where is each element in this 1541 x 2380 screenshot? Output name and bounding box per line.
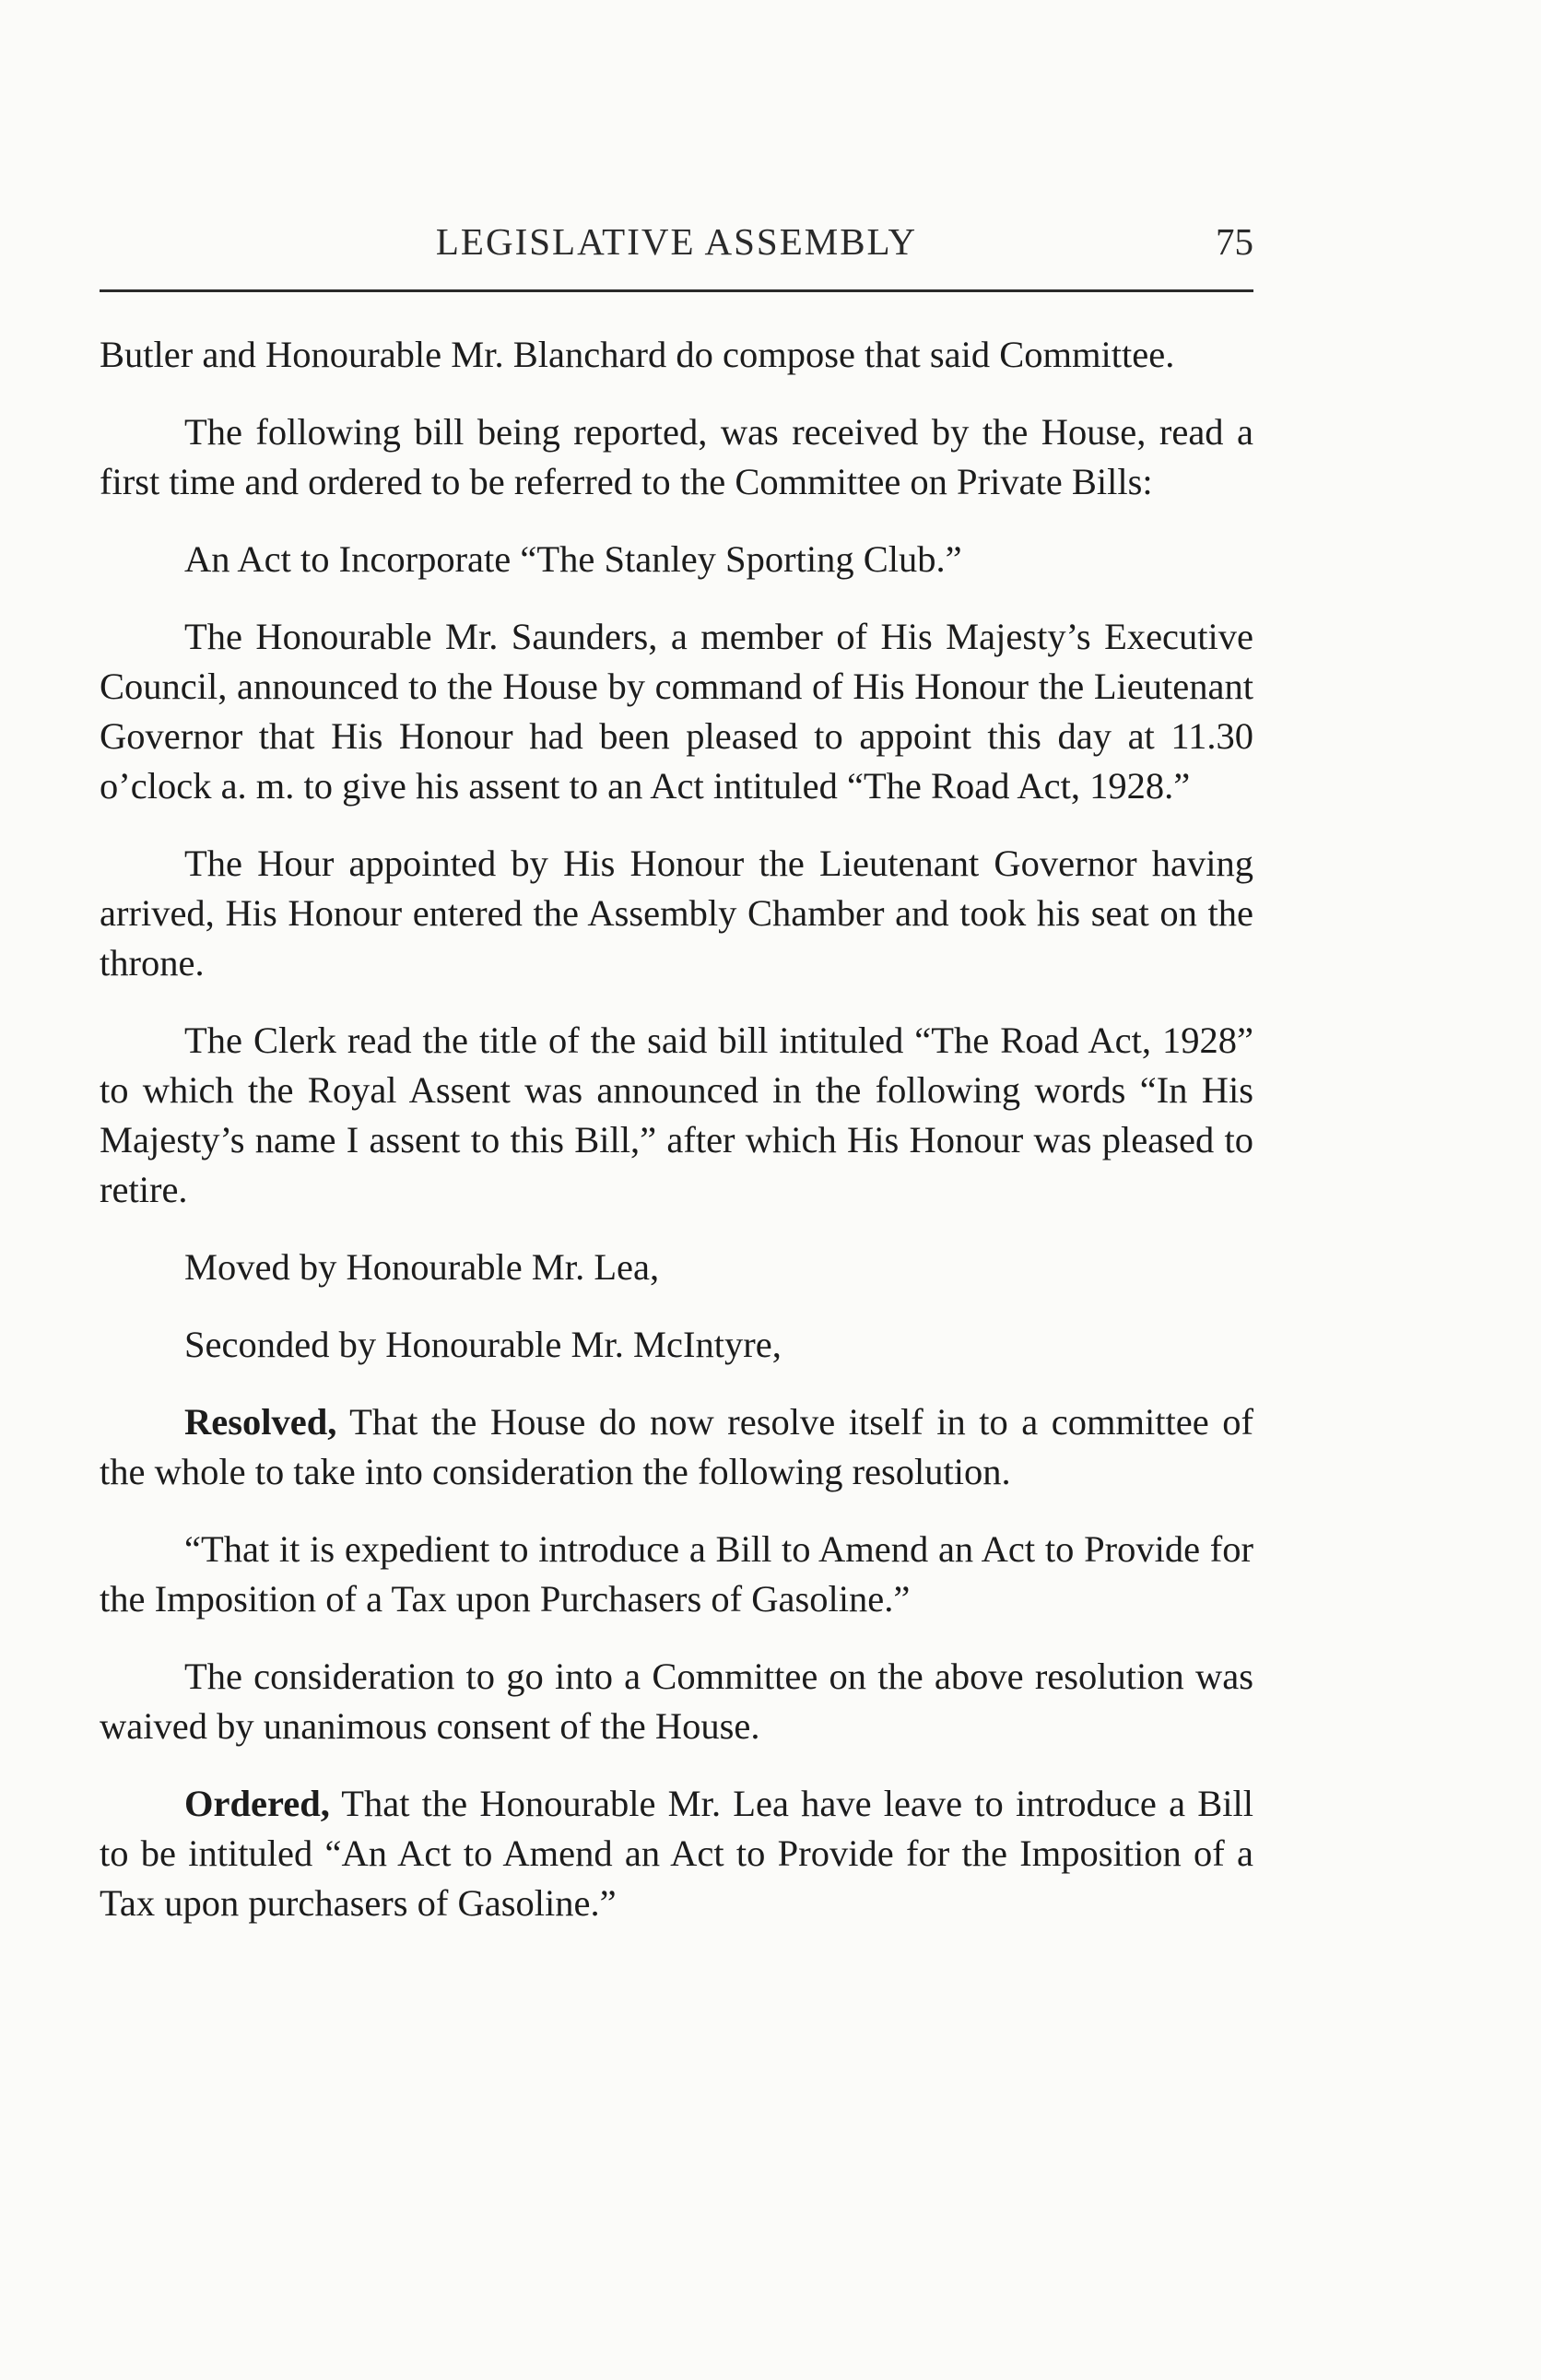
running-title: LEGISLATIVE ASSEMBLY [435, 220, 918, 263]
body-text [100, 330, 1253, 1928]
paragraph-hour-appointed [100, 839, 1253, 988]
paragraph-text: The following bill being reported, was received by the House, read a first time and ordered to be referred to the Committee on Private Bills: [100, 411, 1253, 502]
running-header [100, 219, 1253, 275]
document-page [100, 0, 1253, 2380]
header-rule [100, 289, 1253, 292]
page-number: 75 [1216, 220, 1253, 263]
paragraph-text: An Act to Incorporate “The Stanley Sporting Club.” [184, 538, 962, 580]
paragraph-saunders-announcement [100, 612, 1253, 811]
paragraph-royal-assent [100, 1016, 1253, 1215]
paragraph-text: That the House do now resolve itself in to a committee of the whole to take into consideration the following resolution. [100, 1401, 1253, 1492]
paragraph-text: “That it is expedient to introduce a Bill to Amend an Act to Provide for the Imposition of a Tax upon Purchasers of Gasoline.” [100, 1528, 1253, 1620]
paragraph-bill-title [100, 535, 1253, 584]
paragraph-moved-by [100, 1243, 1253, 1292]
paragraph-text: Seconded by Honourable Mr. McIntyre, [184, 1324, 782, 1365]
paragraph-text: The Clerk read the title of the said bill intituled “The Road Act, 1928” to which the Royal Assent was announced in the following words “In His Majesty’s name I assent to this Bill,” after which His Honour was pleased to retire. [100, 1019, 1253, 1210]
paragraph-text: Moved by Honourable Mr. Lea, [184, 1246, 660, 1288]
paragraph-text: That the Honourable Mr. Lea have leave to introduce a Bill to be intituled “An Act to Amend an Act to Provide for the Imposition of a Tax upon purchasers of Gasoline.” [100, 1783, 1253, 1924]
paragraph-text: Butler and Honourable Mr. Blanchard do compose that said Committee. [100, 334, 1175, 375]
paragraph-resolution-text [100, 1525, 1253, 1624]
paragraph-resolved [100, 1397, 1253, 1497]
paragraph-committee-close [100, 330, 1253, 380]
paragraph-text: The Hour appointed by His Honour the Lieutenant Governor having arrived, His Honour entered the Assembly Chamber and took his seat on the throne. [100, 842, 1253, 984]
paragraph-bill-reported [100, 407, 1253, 507]
paragraph-text: The consideration to go into a Committee on the above resolution was waived by unanimous consent of the House. [100, 1655, 1253, 1747]
paragraph-text: The Honourable Mr. Saunders, a member of His Majesty’s Executive Council, announced to the House by command of His Honour the Lieutenant Governor that His Honour had been pleased to appoint this day at 11.30 o’clock a. m. to give his assent to an Act intituled “The Road Act, 1928.” [100, 616, 1253, 807]
paragraph-seconded-by [100, 1320, 1253, 1370]
resolved-lead: Resolved, [184, 1401, 337, 1443]
paragraph-ordered [100, 1779, 1253, 1928]
ordered-lead: Ordered, [184, 1783, 330, 1824]
paragraph-consideration-waived [100, 1652, 1253, 1751]
